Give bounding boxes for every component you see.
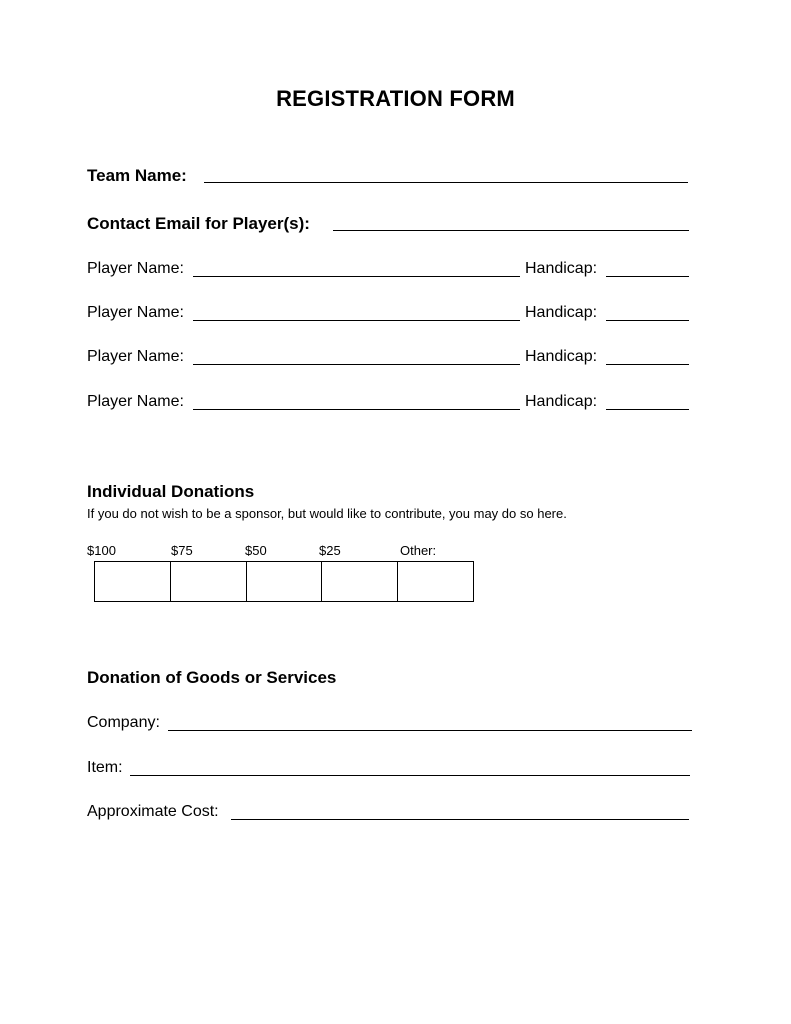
- handicap-label: Handicap:: [525, 393, 598, 410]
- donation-option-label: $75: [171, 543, 193, 558]
- donation-amount-boxes: [94, 561, 474, 602]
- donation-box-25[interactable]: [322, 562, 398, 601]
- donations-description: If you do not wish to be a sponsor, but would like to contribute, you may do so here.: [87, 506, 567, 521]
- handicap-field[interactable]: [606, 276, 689, 277]
- handicap-label: Handicap:: [525, 260, 598, 277]
- handicap-label: Handicap:: [525, 348, 598, 365]
- page-title: REGISTRATION FORM: [276, 86, 515, 111]
- company-field[interactable]: [168, 730, 692, 731]
- player-name-field[interactable]: [193, 320, 520, 321]
- item-label: Item:: [87, 759, 123, 776]
- handicap-field[interactable]: [606, 320, 689, 321]
- donation-box-75[interactable]: [171, 562, 247, 601]
- contact-email-label: Contact Email for Player(s):: [87, 214, 310, 233]
- donation-option-label: $50: [245, 543, 267, 558]
- goods-heading: Donation of Goods or Services: [87, 668, 337, 687]
- contact-email-field[interactable]: [333, 230, 689, 231]
- team-name-label: Team Name:: [87, 166, 187, 185]
- donation-box-50[interactable]: [247, 562, 323, 601]
- player-name-label: Player Name:: [87, 260, 184, 277]
- team-name-field[interactable]: [204, 182, 688, 183]
- player-name-label: Player Name:: [87, 304, 184, 321]
- donations-heading: Individual Donations: [87, 482, 255, 501]
- donation-box-100[interactable]: [95, 562, 171, 601]
- donation-option-label: Other:: [400, 543, 437, 558]
- donation-box-other[interactable]: [398, 562, 473, 601]
- item-field[interactable]: [130, 775, 690, 776]
- player-name-field[interactable]: [193, 364, 520, 365]
- approximate-cost-field[interactable]: [231, 819, 689, 820]
- player-name-field[interactable]: [193, 409, 520, 410]
- player-name-label: Player Name:: [87, 393, 184, 410]
- handicap-label: Handicap:: [525, 304, 598, 321]
- approximate-cost-label: Approximate Cost:: [87, 803, 219, 820]
- player-name-field[interactable]: [193, 276, 520, 277]
- donation-option-label: $25: [319, 543, 341, 558]
- player-name-label: Player Name:: [87, 348, 184, 365]
- company-label: Company:: [87, 714, 160, 731]
- handicap-field[interactable]: [606, 409, 689, 410]
- handicap-field[interactable]: [606, 364, 689, 365]
- donation-option-label: $100: [87, 543, 116, 558]
